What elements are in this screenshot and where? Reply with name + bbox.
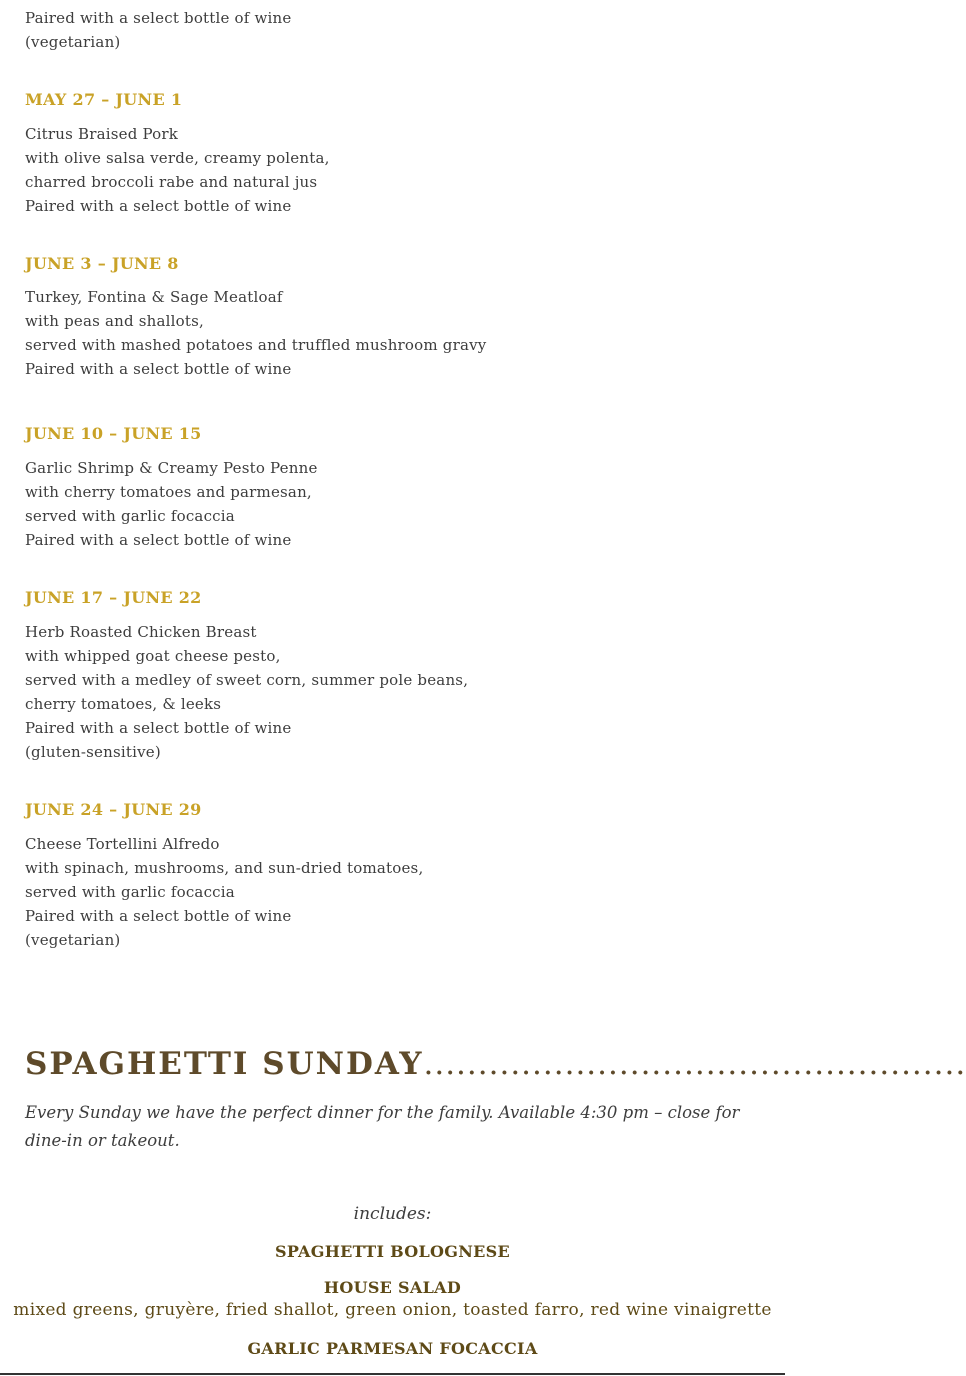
- dish-line: with whipped goat cheese pesto,: [25, 647, 281, 665]
- section-intro: Every Sunday we have the perfect dinner for the family. Available 4:30 pm – close for dine-in or takeout.: [25, 1103, 740, 1150]
- dish-line: served with garlic focaccia: [25, 883, 235, 901]
- week-date-heading: JUNE 3 – JUNE 8: [25, 254, 179, 273]
- week-date-heading: JUNE 24 – JUNE 29: [25, 800, 202, 819]
- dish-line: Paired with a select bottle of wine: [25, 531, 292, 549]
- dish-name: Turkey, Fontina & Sage Meatloaf: [25, 288, 283, 306]
- section-title-dots: ..................................................: [423, 1046, 966, 1082]
- week-date-heading: JUNE 10 – JUNE 15: [25, 424, 202, 443]
- week-date-heading: JUNE 17 – JUNE 22: [25, 588, 202, 607]
- dish-line: with peas and shallots,: [25, 312, 204, 330]
- dish-name: Herb Roasted Chicken Breast: [25, 623, 257, 641]
- includes-label: includes:: [353, 1204, 432, 1224]
- dish-line: with cherry tomatoes and parmesan,: [25, 483, 312, 501]
- dish-line: with spinach, mushrooms, and sun-dried tomatoes,: [25, 859, 424, 877]
- dish-line: Paired with a select bottle of wine: [25, 907, 292, 925]
- dish-name: Citrus Braised Pork: [25, 125, 179, 143]
- dish-line: cherry tomatoes, & leeks: [25, 695, 222, 713]
- dish-line: Paired with a select bottle of wine: [25, 360, 292, 378]
- dish-line: served with mashed potatoes and truffled mushroom gravy: [25, 336, 487, 354]
- bottom-divider: [0, 1373, 785, 1375]
- dish-line: served with garlic focaccia: [25, 507, 235, 525]
- menu-line: (vegetarian): [25, 33, 121, 51]
- dish-name: Cheese Tortellini Alfredo: [25, 835, 220, 853]
- included-item-garlic-focaccia: GARLIC PARMESAN FOCACCIA: [247, 1339, 538, 1358]
- section-title-spaghetti-sunday: [25, 1046, 966, 1086]
- menu-line: Paired with a select bottle of wine: [25, 9, 292, 27]
- dish-name: Garlic Shrimp & Creamy Pesto Penne: [25, 459, 318, 477]
- dish-line: with olive salsa verde, creamy polenta,: [25, 149, 330, 167]
- dish-line: (gluten-sensitive): [25, 743, 161, 761]
- week-date-heading: MAY 27 – JUNE 1: [25, 90, 183, 109]
- section-title-text: SPAGHETTI SUNDAY: [25, 1046, 424, 1082]
- included-item-house-salad: HOUSE SALAD: [323, 1278, 462, 1297]
- included-item-description: mixed greens, gruyère, fried shallot, green onion, toasted farro, red wine vinaigrette: [13, 1300, 772, 1320]
- dish-line: charred broccoli rabe and natural jus: [25, 173, 318, 191]
- dish-line: Paired with a select bottle of wine: [25, 197, 292, 215]
- dish-line: (vegetarian): [25, 931, 121, 949]
- dish-line: Paired with a select bottle of wine: [25, 719, 292, 737]
- included-item-spaghetti-bolognese: SPAGHETTI BOLOGNESE: [275, 1242, 510, 1261]
- dish-line: served with a medley of sweet corn, summer pole beans,: [25, 671, 469, 689]
